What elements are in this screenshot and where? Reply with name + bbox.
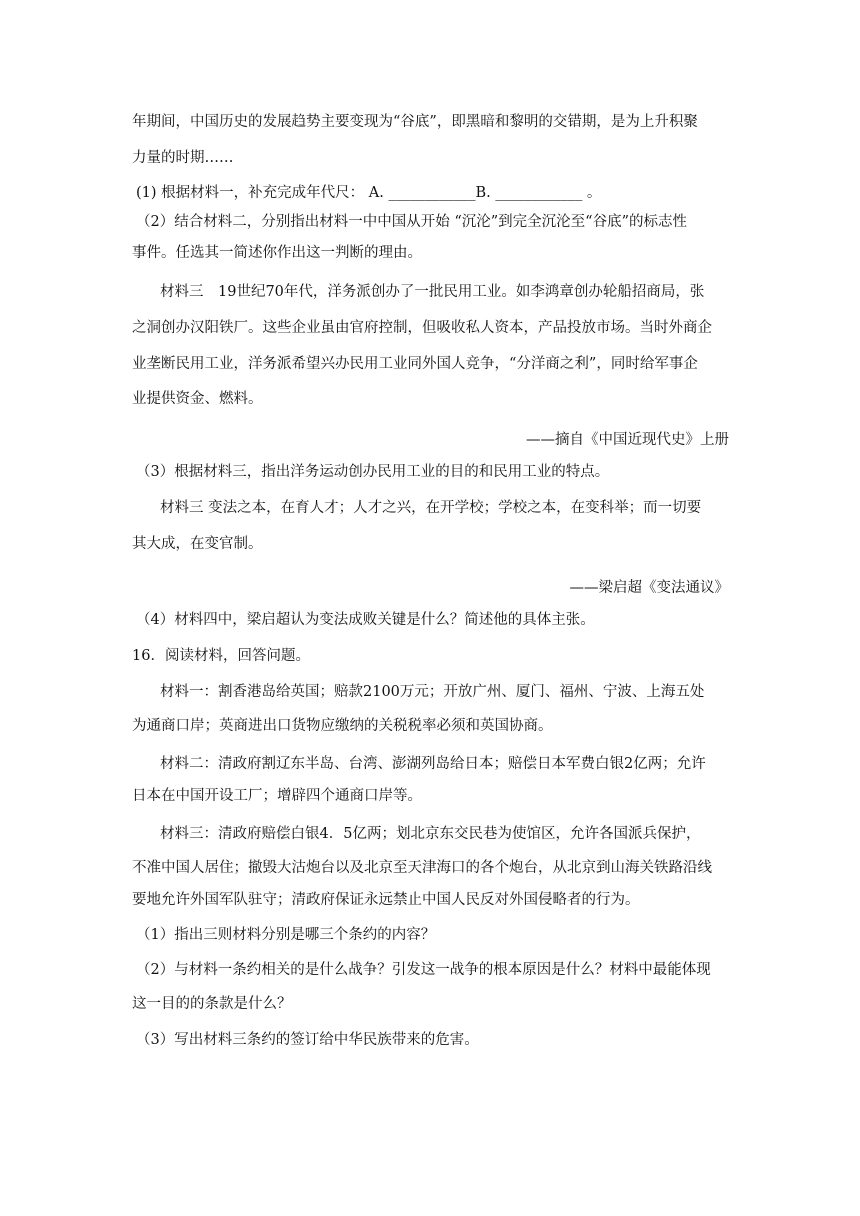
- material-paragraph: 材料三 变法之本，在育人才；人才之兴，在开学校；学校之本，在变科举；而一切要: [160, 500, 702, 516]
- text-line: 之洞创办汉阳铁厂。这些企业虽由官府控制，但吸收私人资本，产品投放市场。当时外商企: [132, 320, 712, 336]
- text-line: 为通商口岸；英商进出口货物应缴纳的关税税率必须和英国协商。: [132, 718, 553, 734]
- text-line: 不准中国人居住；撤毁大沽炮台以及北京至天津海口的各个炮台，从北京到山海关铁路沿线: [132, 860, 712, 876]
- text-line: 其大成，在变官制。: [132, 536, 263, 552]
- question-16-3: （3）写出材料三条约的签订给中华民族带来的危害。: [136, 1032, 479, 1048]
- question-3: （3）根据材料三，指出洋务运动创办民用工业的目的和民用工业的特点。: [136, 464, 610, 480]
- text-line: 年期间，中国历史的发展趋势主要变现为“谷底”，即黑暗和黎明的交错期，是为上升积聚: [132, 114, 698, 130]
- text-line: 业垄断民用工业，洋务派希望兴办民用工业同外国人竞争，“分洋商之利”，同时给军事企: [132, 356, 698, 372]
- question-16-2: （2）与材料一条约相关的是什么战争？引发这一战争的根本原因是什么？材料中最能体现: [136, 962, 711, 978]
- text-line: 事件。任选其一简述你作出这一判断的理由。: [132, 245, 422, 261]
- question-16-heading: 16．阅读材料，回答问题。: [132, 648, 310, 664]
- source-citation: ——摘自《中国近现代史》上册: [526, 432, 729, 448]
- source-citation: ——梁启超《变法通议》: [569, 580, 729, 596]
- material-paragraph: 材料一：割香港岛给英国；赔款2100万元；开放广州、厦门、福州、宁波、上海五处: [160, 684, 705, 700]
- question-1: (1) 根据材料一，补充完成年代尺： A. ____________B. ____________ 。: [136, 185, 602, 201]
- material-paragraph: 材料三 19世纪70年代，洋务派创办了一批民用工业。如李鸿章创办轮船招商局，张: [160, 284, 705, 300]
- text-line: 这一目的的条款是什么？: [132, 996, 292, 1012]
- question-4: （4）材料四中，梁启超认为变法成败关键是什么？简述他的具体主张。: [136, 612, 595, 628]
- text-line: 日本在中国开设工厂；增辟四个通商口岸等。: [132, 788, 422, 804]
- text-line: 要地允许外国军队驻守；清政府保证永远禁止中国人民反对外国侵略者的行为。: [132, 892, 640, 908]
- question-2: （2）结合材料二，分别指出材料一中中国从开始 “沉沦”到完全沉沦至“谷底”的标志性: [136, 214, 687, 230]
- text-line: 业提供资金、燃料。: [132, 391, 263, 407]
- material-paragraph: 材料二：清政府割辽东半岛、台湾、澎湖列岛给日本；赔偿日本军费白银2亿两；允许: [160, 756, 706, 772]
- text-line: 力量的时期……: [132, 150, 234, 166]
- question-16-1: （1）指出三则材料分别是哪三个条约的内容？: [136, 927, 436, 943]
- material-paragraph: 材料三：清政府赔偿白银4．5亿两；划北京东交民巷为使馆区，允许各国派兵保护，: [160, 826, 701, 842]
